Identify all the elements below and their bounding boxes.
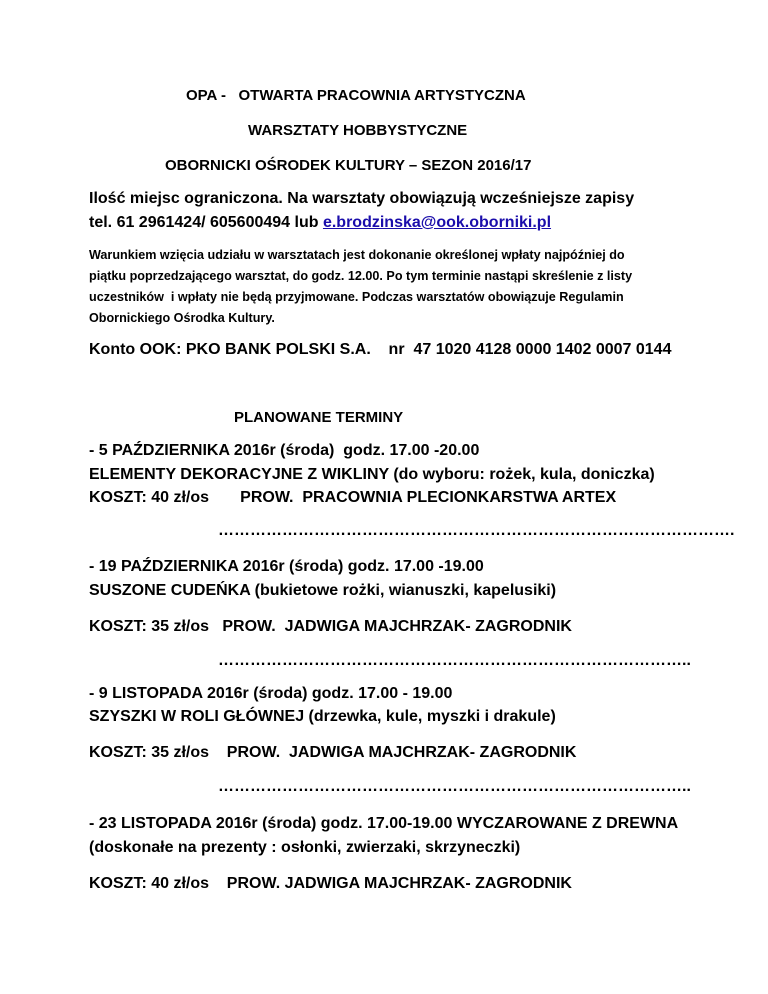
terms-line: Obornickiego Ośrodka Kultury. [89,311,275,325]
event-cost: KOSZT: 40 zł/os PROW. JADWIGA MAJCHRZAK- ZAGRODNIK [89,875,572,892]
document-title: OPA - OTWARTA PRACOWNIA ARTYSTYCZNA [186,87,526,104]
separator-dots: …………………………………………………………………………….. [218,652,691,669]
document-subtitle: WARSZTATY HOBBYSTYCZNE [248,122,468,139]
event-title: SZYSZKI W ROLI GŁÓWNEJ (drzewka, kule, myszki i drakule) [89,708,556,725]
event-cost: KOSZT: 35 zł/os PROW. JADWIGA MAJCHRZAK- ZAGRODNIK [89,744,577,761]
terms-line: piątku poprzedzającego warsztat, do godz. 12.00. Po tym terminie nastąpi skreślenie z listy [89,269,633,283]
separator-dots: …………………………………………………………………………….. [218,778,691,795]
terms-line: Warunkiem wzięcia udziału w warsztatach jest dokonanie określonej wpłaty najpóźniej do [89,248,625,262]
schedule-heading: PLANOWANE TERMINY [234,409,404,426]
contact-email-link[interactable]: e.brodzinska@ook.oborniki.pl [322,214,552,231]
contact-phone: tel. 61 2961424/ 605600494 lub [89,214,323,231]
event-cost: KOSZT: 35 zł/os PROW. JADWIGA MAJCHRZAK- ZAGRODNIK [89,618,572,635]
event-title: SUSZONE CUDEŃKA (bukietowe rożki, wianuszki, kapelusiki) [89,582,557,599]
event-title: (doskonałe na prezenty : osłonki, zwierzaki, skrzyneczki) [89,839,521,856]
contact-notice: Ilość miejsc ograniczona. Na warsztaty obowiązują wcześniejsze zapisy [89,190,635,207]
organizer-line: OBORNICKI OŚRODEK KULTURY – SEZON 2016/17 [165,157,532,174]
event-title: ELEMENTY DEKORACYJNE Z WIKLINY (do wyboru: rożek, kula, doniczka) [89,466,655,483]
contact-phone-line [89,215,551,231]
event-date: - 5 PAŹDZIERNIKA 2016r (środa) godz. 17.00 -20.00 [89,442,480,459]
event-date: - 19 PAŹDZIERNIKA 2016r (środa) godz. 17.00 -19.00 [89,558,484,575]
separator-dots: ……………………………………………………………………………………. [218,522,735,539]
event-date: - 23 LISTOPADA 2016r (środa) godz. 17.00-19.00 WYCZAROWANE Z DREWNA [89,815,679,832]
event-date: - 9 LISTOPADA 2016r (środa) godz. 17.00 - 19.00 [89,685,453,702]
terms-line: uczestników i wpłaty nie będą przyjmowane. Podczas warsztatów obowiązuje Regulamin [89,290,624,304]
bank-account: Konto OOK: PKO BANK POLSKI S.A. nr 47 1020 4128 0000 1402 0007 0144 [89,341,672,358]
event-cost: KOSZT: 40 zł/os PROW. PRACOWNIA PLECIONKARSTWA ARTEX [89,489,617,506]
